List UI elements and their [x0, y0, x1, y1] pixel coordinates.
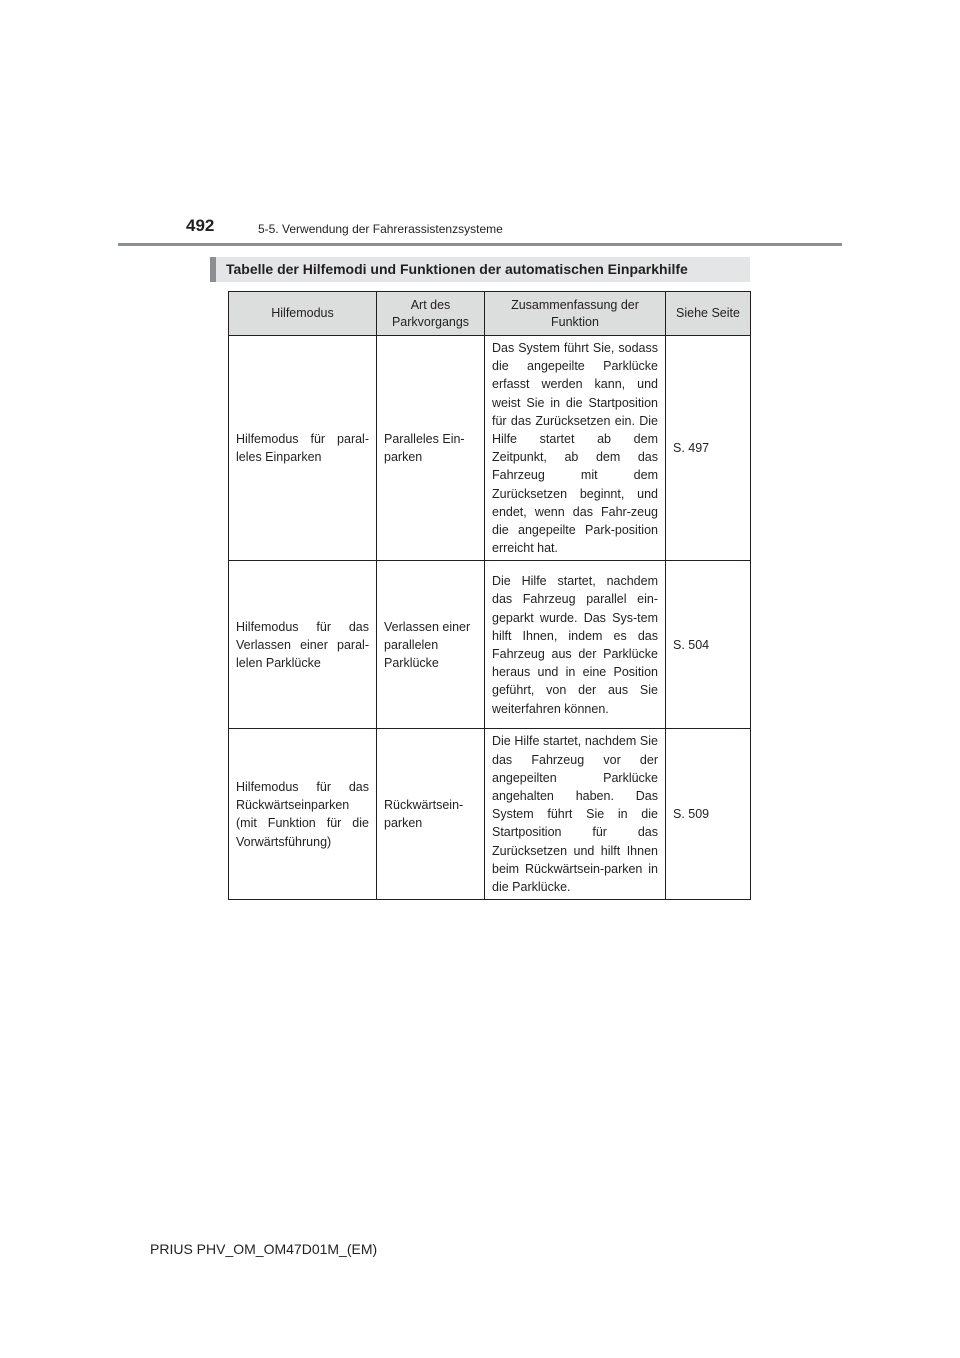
cell-mode: Hilfemodus für paral-leles Einparken: [229, 336, 377, 561]
column-header-page: Siehe Seite: [666, 292, 751, 336]
assist-modes-table: [228, 291, 751, 900]
cell-type: Verlassen einer parallelen Parklücke: [377, 561, 485, 729]
column-header-summary: Zusammenfassung der Funktion: [485, 292, 666, 336]
column-header-mode: Hilfemodus: [229, 292, 377, 336]
table-header-row: [229, 292, 751, 336]
table-row: [229, 729, 751, 900]
table-heading-bar: [210, 257, 750, 282]
cell-mode: Hilfemodus für das Verlassen einer paral-lelen Parklücke: [229, 561, 377, 729]
table-row: [229, 336, 751, 561]
cell-page-ref: S. 497: [666, 336, 751, 561]
cell-summary: Die Hilfe startet, nachdem das Fahrzeug parallel ein-geparkt wurde. Das Sys-tem hilft Ihnen, indem es das Fahrzeug aus der Parklücke heraus und in eine Position geführt, von der aus Sie weiterfahren können.: [485, 561, 666, 729]
cell-type: Paralleles Ein-parken: [377, 336, 485, 561]
cell-summary: Das System führt Sie, sodass die angepeilte Parklücke erfasst werden kann, und weist Sie in die Startposition für das Zurücksetzen ein. Die Hilfe startet ab dem Zeitpunkt, ab dem das Fahrzeug mit dem Zurücksetzen beginnt, und endet, wenn das Fahr-zeug die angepeilte Park-position erreicht hat.: [485, 336, 666, 561]
cell-page-ref: S. 504: [666, 561, 751, 729]
cell-page-ref: S. 509: [666, 729, 751, 900]
cell-mode: Hilfemodus für das Rückwärtseinparken (mit Funktion für die Vorwärtsführung): [229, 729, 377, 900]
heading-accent: [210, 257, 216, 282]
page-number: 492: [186, 216, 215, 235]
table-heading: Tabelle der Hilfemodi und Funktionen der automatischen Einparkhilfe: [226, 261, 688, 277]
header-rule: [118, 243, 842, 246]
document-footer: PRIUS PHV_OM_OM47D01M_(EM): [150, 1241, 378, 1257]
table-row: [229, 561, 751, 729]
section-title: 5-5. Verwendung der Fahrerassistenzsysteme: [258, 222, 503, 236]
cell-summary: Die Hilfe startet, nachdem Sie das Fahrzeug vor der angepeilten Parklücke angehalten haben. Das System führt Sie in die Startposition für das Zurücksetzen und hilft Ihnen beim Rückwärtsein-parken in die Parklücke.: [485, 729, 666, 900]
cell-type: Rückwärtsein-parken: [377, 729, 485, 900]
column-header-type: Art des Parkvorgangs: [377, 292, 485, 336]
